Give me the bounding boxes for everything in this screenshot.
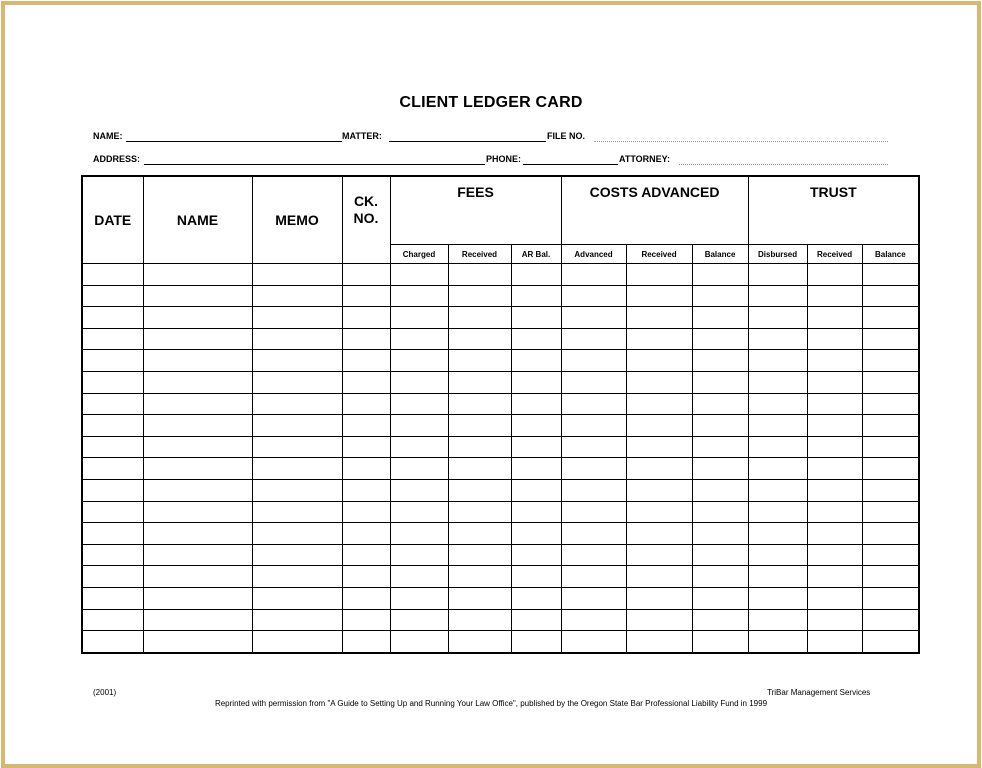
table-row <box>82 609 919 631</box>
trust-header: TRUST <box>748 176 919 245</box>
form-title: CLIENT LEDGER CARD <box>399 94 583 111</box>
table-cell[interactable] <box>342 328 390 350</box>
table-cell[interactable] <box>342 436 390 458</box>
table-row <box>82 501 919 523</box>
table-cell[interactable] <box>626 566 692 588</box>
table-cell[interactable] <box>390 587 448 609</box>
table-cell[interactable] <box>561 307 626 329</box>
table-cell[interactable] <box>626 393 692 415</box>
table-cell[interactable] <box>448 307 511 329</box>
ledger-table <box>81 175 920 654</box>
table-cell[interactable] <box>561 544 626 566</box>
table-cell[interactable] <box>390 479 448 501</box>
ck-no-header: CK. NO. <box>342 176 390 264</box>
table-cell[interactable] <box>626 436 692 458</box>
table-cell[interactable] <box>807 501 862 523</box>
table-cell[interactable] <box>252 285 342 307</box>
table-cell[interactable] <box>692 393 748 415</box>
table-cell[interactable] <box>82 501 143 523</box>
table-cell[interactable] <box>692 587 748 609</box>
table-cell[interactable] <box>448 631 511 653</box>
fees-header: FEES <box>390 176 561 245</box>
table-cell[interactable] <box>561 523 626 545</box>
table-row <box>82 285 919 307</box>
table-cell[interactable] <box>252 328 342 350</box>
table-cell[interactable] <box>748 285 807 307</box>
table-cell[interactable] <box>692 609 748 631</box>
table-cell[interactable] <box>862 436 919 458</box>
table-cell[interactable] <box>807 523 862 545</box>
table-cell[interactable] <box>143 350 252 372</box>
name-header: NAME <box>143 176 252 264</box>
table-cell[interactable] <box>807 371 862 393</box>
table-cell[interactable] <box>143 523 252 545</box>
table-cell[interactable] <box>511 285 561 307</box>
table-cell[interactable] <box>511 264 561 286</box>
table-cell[interactable] <box>448 393 511 415</box>
table-row <box>82 350 919 372</box>
table-cell[interactable] <box>862 609 919 631</box>
table-cell[interactable] <box>448 371 511 393</box>
header-row <box>82 176 919 245</box>
table-cell[interactable] <box>390 458 448 480</box>
phone-field[interactable] <box>523 164 618 165</box>
table-cell[interactable] <box>561 587 626 609</box>
table-cell[interactable] <box>82 307 143 329</box>
table-cell[interactable] <box>511 587 561 609</box>
table-row <box>82 479 919 501</box>
table-cell[interactable] <box>692 523 748 545</box>
table-cell[interactable] <box>511 415 561 437</box>
table-cell[interactable] <box>807 328 862 350</box>
table-cell[interactable] <box>807 307 862 329</box>
table-cell[interactable] <box>862 393 919 415</box>
matter-field[interactable] <box>389 141 546 142</box>
table-cell[interactable] <box>748 501 807 523</box>
matter-label: MATTER: <box>342 131 382 141</box>
table-cell[interactable] <box>390 371 448 393</box>
table-cell[interactable] <box>626 501 692 523</box>
table-cell[interactable] <box>448 264 511 286</box>
table-cell[interactable] <box>448 479 511 501</box>
table-cell[interactable] <box>252 371 342 393</box>
table-cell[interactable] <box>807 566 862 588</box>
table-cell[interactable] <box>82 328 143 350</box>
table-cell[interactable] <box>626 479 692 501</box>
table-cell[interactable] <box>390 264 448 286</box>
table-cell[interactable] <box>252 631 342 653</box>
table-cell[interactable] <box>252 264 342 286</box>
table-cell[interactable] <box>448 566 511 588</box>
table-cell[interactable] <box>626 264 692 286</box>
table-cell[interactable] <box>862 371 919 393</box>
table-cell[interactable] <box>807 631 862 653</box>
table-cell[interactable] <box>252 479 342 501</box>
table-cell[interactable] <box>82 264 143 286</box>
table-cell[interactable] <box>862 458 919 480</box>
table-cell[interactable] <box>692 501 748 523</box>
table-cell[interactable] <box>692 371 748 393</box>
table-cell[interactable] <box>748 371 807 393</box>
table-cell[interactable] <box>448 523 511 545</box>
attorney-field[interactable] <box>679 164 888 165</box>
table-cell[interactable] <box>692 436 748 458</box>
table-cell[interactable] <box>748 479 807 501</box>
table-cell[interactable] <box>807 544 862 566</box>
table-cell[interactable] <box>342 458 390 480</box>
table-cell[interactable] <box>511 523 561 545</box>
table-cell[interactable] <box>448 458 511 480</box>
table-cell[interactable] <box>448 609 511 631</box>
table-cell[interactable] <box>448 328 511 350</box>
table-cell[interactable] <box>390 285 448 307</box>
table-cell[interactable] <box>448 501 511 523</box>
table-cell[interactable] <box>511 350 561 372</box>
table-cell[interactable] <box>390 609 448 631</box>
table-cell[interactable] <box>561 436 626 458</box>
table-cell[interactable] <box>807 350 862 372</box>
table-row <box>82 544 919 566</box>
table-cell[interactable] <box>626 587 692 609</box>
table-cell[interactable] <box>692 285 748 307</box>
table-cell[interactable] <box>561 609 626 631</box>
table-cell[interactable] <box>692 264 748 286</box>
table-cell[interactable] <box>862 501 919 523</box>
table-cell[interactable] <box>143 479 252 501</box>
table-cell[interactable] <box>511 393 561 415</box>
table-cell[interactable] <box>342 609 390 631</box>
table-cell[interactable] <box>561 501 626 523</box>
table-cell[interactable] <box>561 264 626 286</box>
table-cell[interactable] <box>390 307 448 329</box>
table-cell[interactable] <box>511 544 561 566</box>
table-cell[interactable] <box>807 285 862 307</box>
table-cell[interactable] <box>82 285 143 307</box>
table-cell[interactable] <box>252 523 342 545</box>
table-cell[interactable] <box>748 544 807 566</box>
table-cell[interactable] <box>342 285 390 307</box>
table-cell[interactable] <box>748 415 807 437</box>
table-cell[interactable] <box>748 264 807 286</box>
footer-company: TriBar Management Services <box>767 688 871 697</box>
table-cell[interactable] <box>862 307 919 329</box>
table-cell[interactable] <box>561 350 626 372</box>
table-cell[interactable] <box>82 631 143 653</box>
attorney-label: ATTORNEY: <box>619 154 670 164</box>
table-cell[interactable] <box>862 523 919 545</box>
table-cell[interactable] <box>561 328 626 350</box>
table-cell[interactable] <box>511 609 561 631</box>
table-cell[interactable] <box>692 328 748 350</box>
ledger-body <box>82 264 919 653</box>
name-field[interactable] <box>126 141 342 142</box>
table-cell[interactable] <box>143 436 252 458</box>
table-cell[interactable] <box>342 415 390 437</box>
table-cell[interactable] <box>511 566 561 588</box>
table-cell[interactable] <box>143 307 252 329</box>
table-cell[interactable] <box>862 544 919 566</box>
table-cell[interactable] <box>807 436 862 458</box>
table-cell[interactable] <box>561 393 626 415</box>
table-cell[interactable] <box>807 393 862 415</box>
table-cell[interactable] <box>390 350 448 372</box>
table-cell[interactable] <box>252 350 342 372</box>
table-cell[interactable] <box>82 479 143 501</box>
table-cell[interactable] <box>748 307 807 329</box>
table-cell[interactable] <box>561 415 626 437</box>
table-cell[interactable] <box>511 458 561 480</box>
table-cell[interactable] <box>252 587 342 609</box>
table-cell[interactable] <box>448 415 511 437</box>
table-cell[interactable] <box>82 415 143 437</box>
table-cell[interactable] <box>390 523 448 545</box>
table-cell[interactable] <box>561 631 626 653</box>
table-cell[interactable] <box>692 415 748 437</box>
table-cell[interactable] <box>561 458 626 480</box>
table-cell[interactable] <box>252 307 342 329</box>
file-no-label: FILE NO. <box>547 131 585 141</box>
table-cell[interactable] <box>862 587 919 609</box>
file-no-field[interactable] <box>594 141 888 142</box>
table-cell[interactable] <box>82 587 143 609</box>
name-label: NAME: <box>93 131 123 141</box>
table-cell[interactable] <box>807 264 862 286</box>
table-cell[interactable] <box>342 350 390 372</box>
footer-credit: Reprinted with permission from "A Guide to Setting Up and Running Your Law Office", published by the Oregon State Bar Professional Liability Fund in 1999 <box>214 699 768 708</box>
table-cell[interactable] <box>807 609 862 631</box>
table-cell[interactable] <box>143 264 252 286</box>
table-cell[interactable] <box>511 479 561 501</box>
table-cell[interactable] <box>862 479 919 501</box>
costs-advanced-header: COSTS ADVANCED <box>561 176 748 245</box>
table-cell[interactable] <box>143 609 252 631</box>
table-cell[interactable] <box>143 587 252 609</box>
table-cell[interactable] <box>342 371 390 393</box>
footer-year: (2001) <box>93 688 117 697</box>
table-cell[interactable] <box>252 436 342 458</box>
table-cell[interactable] <box>511 328 561 350</box>
table-cell[interactable] <box>511 436 561 458</box>
table-cell[interactable] <box>390 393 448 415</box>
table-cell[interactable] <box>561 566 626 588</box>
table-cell[interactable] <box>626 350 692 372</box>
table-cell[interactable] <box>748 523 807 545</box>
table-cell[interactable] <box>252 501 342 523</box>
table-cell[interactable] <box>748 566 807 588</box>
table-cell[interactable] <box>82 523 143 545</box>
table-cell[interactable] <box>143 566 252 588</box>
table-cell[interactable] <box>342 479 390 501</box>
table-cell[interactable] <box>82 458 143 480</box>
fees-received-header: Received <box>448 245 511 264</box>
table-cell[interactable] <box>511 371 561 393</box>
memo-header: MEMO <box>252 176 342 264</box>
table-cell[interactable] <box>390 415 448 437</box>
table-cell[interactable] <box>252 458 342 480</box>
table-cell[interactable] <box>862 350 919 372</box>
date-header: DATE <box>82 176 143 264</box>
table-cell[interactable] <box>748 631 807 653</box>
fees-ar-bal-header: AR Bal. <box>511 245 561 264</box>
costs-balance-header: Balance <box>692 245 748 264</box>
table-cell[interactable] <box>390 436 448 458</box>
table-cell[interactable] <box>626 371 692 393</box>
trust-received-header: Received <box>807 245 862 264</box>
table-cell[interactable] <box>143 285 252 307</box>
table-cell[interactable] <box>807 587 862 609</box>
table-cell[interactable] <box>748 609 807 631</box>
table-cell[interactable] <box>82 371 143 393</box>
table-cell[interactable] <box>252 415 342 437</box>
table-cell[interactable] <box>143 415 252 437</box>
table-cell[interactable] <box>626 307 692 329</box>
table-cell[interactable] <box>626 285 692 307</box>
table-cell[interactable] <box>748 328 807 350</box>
costs-advanced-sub-header: Advanced <box>561 245 626 264</box>
table-cell[interactable] <box>448 436 511 458</box>
table-cell[interactable] <box>561 371 626 393</box>
table-cell[interactable] <box>862 566 919 588</box>
table-cell[interactable] <box>82 393 143 415</box>
table-row <box>82 523 919 545</box>
table-cell[interactable] <box>511 307 561 329</box>
table-cell[interactable] <box>561 285 626 307</box>
table-cell[interactable] <box>692 631 748 653</box>
trust-disbursed-header: Disbursed <box>748 245 807 264</box>
address-label: ADDRESS: <box>93 154 141 164</box>
table-row <box>82 415 919 437</box>
table-cell[interactable] <box>448 587 511 609</box>
table-cell[interactable] <box>748 458 807 480</box>
table-cell[interactable] <box>342 631 390 653</box>
table-cell[interactable] <box>82 609 143 631</box>
table-cell[interactable] <box>448 544 511 566</box>
table-row <box>82 436 919 458</box>
table-cell[interactable] <box>342 587 390 609</box>
table-cell[interactable] <box>390 328 448 350</box>
table-cell[interactable] <box>626 458 692 480</box>
address-field[interactable] <box>144 164 485 165</box>
costs-received-header: Received <box>626 245 692 264</box>
table-cell[interactable] <box>862 415 919 437</box>
table-cell[interactable] <box>692 350 748 372</box>
table-cell[interactable] <box>390 631 448 653</box>
table-cell[interactable] <box>143 501 252 523</box>
table-cell[interactable] <box>342 307 390 329</box>
table-row <box>82 328 919 350</box>
table-cell[interactable] <box>82 566 143 588</box>
table-row <box>82 566 919 588</box>
table-cell[interactable] <box>692 307 748 329</box>
table-cell[interactable] <box>143 458 252 480</box>
table-cell[interactable] <box>626 631 692 653</box>
table-cell[interactable] <box>390 501 448 523</box>
table-cell[interactable] <box>252 609 342 631</box>
table-cell[interactable] <box>390 566 448 588</box>
table-cell[interactable] <box>626 544 692 566</box>
table-cell[interactable] <box>692 458 748 480</box>
table-cell[interactable] <box>692 566 748 588</box>
table-row <box>82 371 919 393</box>
table-cell[interactable] <box>342 544 390 566</box>
table-row <box>82 631 919 653</box>
table-cell[interactable] <box>511 501 561 523</box>
table-cell[interactable] <box>342 523 390 545</box>
table-cell[interactable] <box>143 371 252 393</box>
table-cell[interactable] <box>448 285 511 307</box>
table-row <box>82 458 919 480</box>
table-cell[interactable] <box>626 328 692 350</box>
table-cell[interactable] <box>390 544 448 566</box>
table-cell[interactable] <box>807 458 862 480</box>
table-cell[interactable] <box>342 566 390 588</box>
table-row <box>82 307 919 329</box>
table-cell[interactable] <box>342 264 390 286</box>
table-cell[interactable] <box>862 328 919 350</box>
table-cell[interactable] <box>143 631 252 653</box>
table-cell[interactable] <box>82 544 143 566</box>
table-cell[interactable] <box>143 544 252 566</box>
table-cell[interactable] <box>143 328 252 350</box>
fees-charged-header: Charged <box>390 245 448 264</box>
table-cell[interactable] <box>561 479 626 501</box>
table-cell[interactable] <box>807 479 862 501</box>
table-cell[interactable] <box>692 544 748 566</box>
table-cell[interactable] <box>82 436 143 458</box>
table-cell[interactable] <box>342 501 390 523</box>
table-cell[interactable] <box>862 631 919 653</box>
table-cell[interactable] <box>862 285 919 307</box>
table-row <box>82 264 919 286</box>
table-cell[interactable] <box>448 350 511 372</box>
table-cell[interactable] <box>143 393 252 415</box>
table-cell[interactable] <box>626 609 692 631</box>
table-cell[interactable] <box>342 393 390 415</box>
trust-balance-header: Balance <box>862 245 919 264</box>
table-cell[interactable] <box>252 393 342 415</box>
table-row <box>82 587 919 609</box>
table-cell[interactable] <box>807 415 862 437</box>
table-cell[interactable] <box>862 264 919 286</box>
table-cell[interactable] <box>511 631 561 653</box>
table-cell[interactable] <box>748 350 807 372</box>
table-cell[interactable] <box>252 544 342 566</box>
table-cell[interactable] <box>748 587 807 609</box>
table-cell[interactable] <box>252 566 342 588</box>
table-cell[interactable] <box>748 436 807 458</box>
table-cell[interactable] <box>82 350 143 372</box>
phone-label: PHONE: <box>486 154 522 164</box>
table-cell[interactable] <box>626 415 692 437</box>
table-row <box>82 393 919 415</box>
table-cell[interactable] <box>748 393 807 415</box>
table-cell[interactable] <box>626 523 692 545</box>
table-cell[interactable] <box>692 479 748 501</box>
